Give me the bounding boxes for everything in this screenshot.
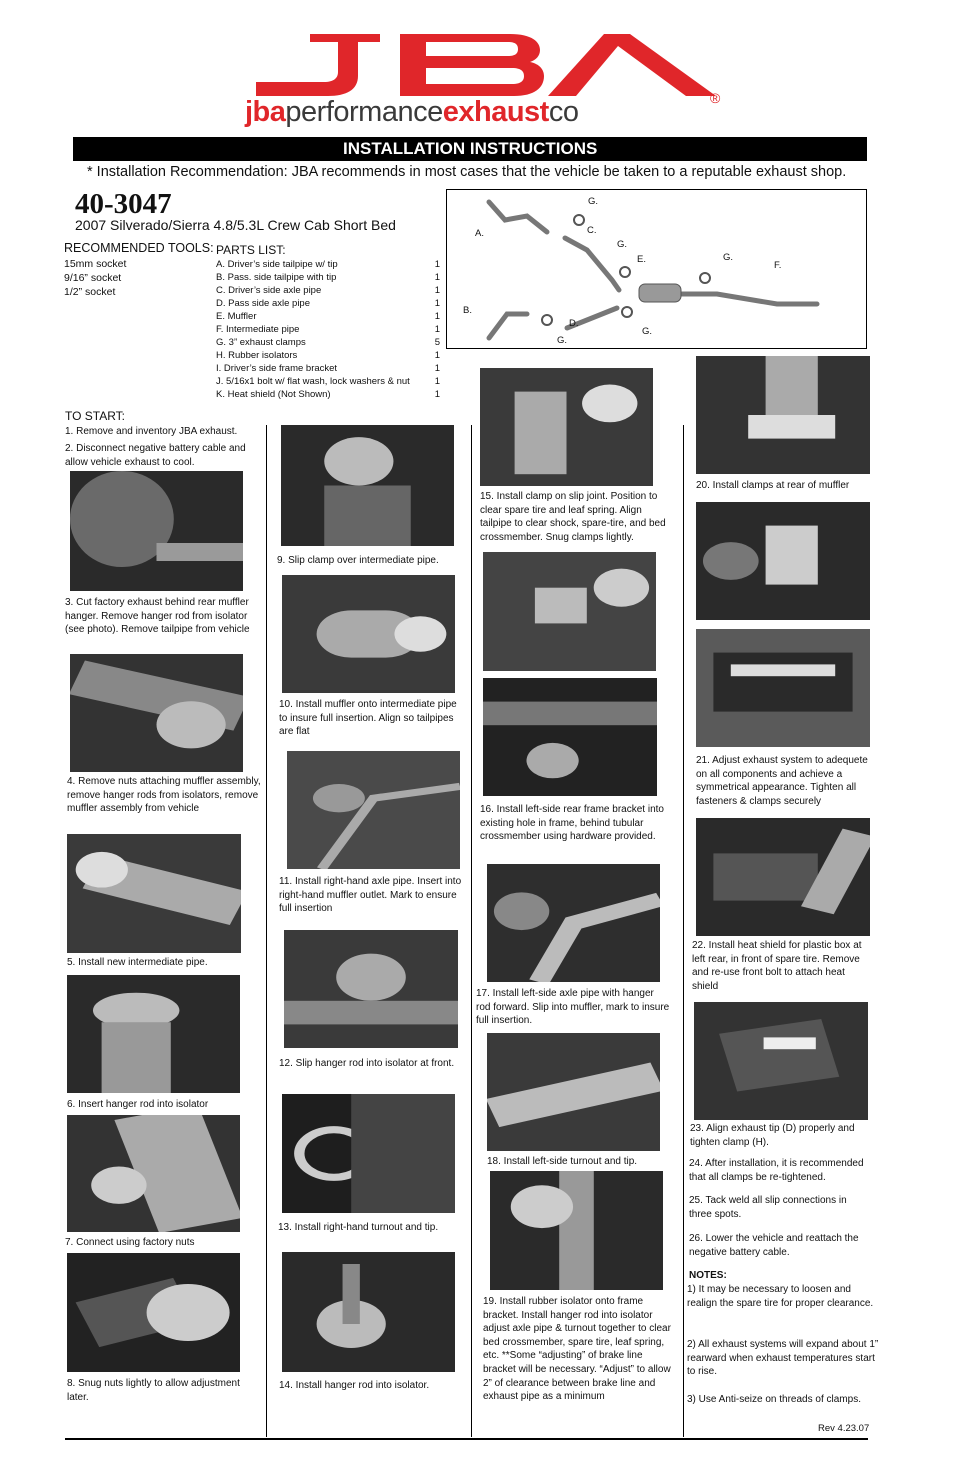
diagram-label: G. xyxy=(588,196,599,207)
step-3-photo xyxy=(70,654,243,772)
exhaust-parts-drawing xyxy=(447,190,866,348)
brand-tagline: jbaperformanceexhaustco xyxy=(245,96,579,128)
step-18-photo xyxy=(487,1033,660,1151)
step-17-photo xyxy=(487,864,660,982)
step-13-text: 13. Install right-hand turnout and tip. xyxy=(278,1222,439,1233)
parts-list xyxy=(216,258,440,401)
footer-rule xyxy=(65,1438,868,1440)
part-row: G. 3” exhaust clamps 5 xyxy=(216,337,440,348)
step-20b-photo xyxy=(696,502,870,620)
step-3-text: 3. Cut factory exhaust behind rear muffler hanger. Remove hanger rod from isolator (see photo). Remove tailpipe from vehicle xyxy=(65,597,250,636)
step-23-photo xyxy=(694,1002,868,1120)
step-1-text: 1. Remove and inventory JBA exhaust. xyxy=(65,426,238,437)
step-4-text: 4. Remove nuts attaching muffler assembly, remove hanger rods from isolators, remove muffler assembly from vehicle xyxy=(67,776,261,815)
step-18-text: 18. Install left-side turnout and tip. xyxy=(487,1156,638,1167)
part-row: B. Pass. side tailpipe with tip 1 xyxy=(216,272,440,283)
part-row: J. 5/16x1 bolt w/ flat wash, lock washers & nut 1 xyxy=(216,376,440,387)
step-6-text: 6. Insert hanger rod into isolator xyxy=(67,1099,209,1110)
step-25-text: 25. Tack weld all slip connections in three spots. xyxy=(689,1195,847,1220)
note-3: 3) Use Anti-seize on threads of clamps. xyxy=(687,1394,861,1405)
step-14-text: 14. Install hanger rod into isolator. xyxy=(279,1380,430,1391)
step-12-text: 12. Slip hanger rod into isolator at front. xyxy=(279,1058,455,1069)
step-7-photo xyxy=(67,1253,240,1372)
step-19-text: 19. Install rubber isolator onto frame bracket. Install hanger rod into isolator adjust axle pipe & turnout together to clear bed crossmember, spare tire, leaf spring, etc. **Some “adjusting” of brake line bracket will be necessary. “Adjust” to allow 2” of clearance between brake line and exhaust pipe as a minimum xyxy=(483,1296,671,1403)
tools-title: RECOMMENDED TOOLS: xyxy=(64,241,214,255)
step-5-photo xyxy=(67,975,240,1093)
diagram-label: G. xyxy=(723,252,734,263)
part-row: A. Driver’s side tailpipe w/ tip 1 xyxy=(216,259,440,270)
note-1: 1) It may be necessary to loosen and realign the spare tire for proper clearance. xyxy=(687,1284,874,1309)
step-14-photo xyxy=(282,1252,455,1372)
part-row: E. Muffler 1 xyxy=(216,311,440,322)
part-row: I. Driver’s side frame bracket 1 xyxy=(216,363,440,374)
column-divider xyxy=(471,425,472,1437)
diagram-label: D. xyxy=(569,318,579,329)
step-6-photo xyxy=(67,1115,240,1232)
diagram-label: G. xyxy=(642,326,653,337)
revision-label: Rev 4.23.07 xyxy=(818,1423,870,1434)
column-divider xyxy=(683,425,684,1437)
step-26-text: 26. Lower the vehicle and reattach the negative battery cable. xyxy=(689,1233,859,1258)
step-22-text: 22. Install heat shield for plastic box at left rear, in front of spare tire. Remove and re-use front bolt to attach heat shield xyxy=(692,940,862,992)
step-2-photo xyxy=(70,471,243,591)
part-row: H. Rubber isolators 1 xyxy=(216,350,440,361)
diagram-label: G. xyxy=(557,335,568,346)
part-row: K. Heat shield (Not Shown) 1 xyxy=(216,389,440,400)
tools-list xyxy=(64,257,126,299)
step-7-text: 7. Connect using factory nuts xyxy=(65,1237,195,1248)
part-row: D. Pass side axle pipe 1 xyxy=(216,298,440,309)
installation-recommendation: * Installation Recommendation: JBA recommends in most cases that the vehicle be taken to a reputable exhaust shop. xyxy=(87,164,847,180)
exhaust-diagram xyxy=(446,189,867,349)
step-24-text: 24. After installation, it is recommended that all clamps be re-tightened. xyxy=(689,1158,864,1183)
parts-title: PARTS LIST: xyxy=(216,243,286,257)
step-2-text: 2. Disconnect negative battery cable and allow vehicle exhaust to cool. xyxy=(65,443,246,468)
step-16b-photo xyxy=(483,678,657,796)
step-8-text: 8. Snug nuts lightly to allow adjustment later. xyxy=(67,1378,240,1403)
step-9-text: 9. Slip clamp over intermediate pipe. xyxy=(277,555,439,566)
step-12-photo xyxy=(284,930,458,1048)
step-16a-photo xyxy=(483,552,656,671)
step-9-photo xyxy=(281,425,454,546)
step-16-text: 16. Install left-side rear frame bracket into existing hole in frame, behind tubular crossmember using hardware provided. xyxy=(480,804,664,843)
step-15-text: 15. Install clamp on slip joint. Position to clear spare tire and leaf spring. Align tailpipe to clear shock, spare-tire, and bed crossmember. Snug clamps lightly. xyxy=(480,491,666,543)
tool-item: 1/2” socket xyxy=(64,286,116,298)
step-22-photo xyxy=(696,818,870,936)
step-13-photo xyxy=(282,1094,455,1213)
step-17-text: 17. Install left-side axle pipe with hanger rod forward. Slip into muffler, mark to insure full insertion. xyxy=(476,988,670,1027)
step-23-text: 23. Align exhaust tip (D) properly and tighten clamp (H). xyxy=(690,1123,855,1148)
step-10-photo xyxy=(282,575,455,693)
to-start-heading: TO START: xyxy=(65,409,126,423)
step-10-text: 10. Install muffler onto intermediate pipe to insure full insertion. Align so tailpipes are flat xyxy=(279,699,457,738)
tool-item: 15mm socket xyxy=(64,258,127,270)
part-row: F. Intermediate pipe 1 xyxy=(216,324,440,335)
step-5-text: 5. Install new intermediate pipe. xyxy=(67,957,208,968)
banner-title: INSTALLATION INSTRUCTIONS xyxy=(343,139,598,158)
step-11-text: 11. Install right-hand axle pipe. Insert into right-hand muffler outlet. Mark to ensure full insertion xyxy=(279,876,462,915)
step-21-text: 21. Adjust exhaust system to adequete on all components and achieve a symmetrical appearance. Tighten all fasteners & clamps securely xyxy=(696,755,868,807)
note-2: 2) All exhaust systems will expand about 1” rearward when exhaust temperatures start to rise. xyxy=(687,1339,879,1378)
vehicle-description: 2007 Silverado/Sierra 4.8/5.3L Crew Cab Short Bed xyxy=(75,217,396,233)
notes-heading: NOTES: xyxy=(689,1270,727,1281)
diagram-label: F. xyxy=(774,260,782,271)
tool-item: 9/16” socket xyxy=(64,272,122,284)
step-21-photo xyxy=(696,629,870,747)
diagram-label: C. xyxy=(587,225,597,236)
diagram-label: E. xyxy=(637,254,646,265)
step-11-photo xyxy=(287,751,460,869)
step-20-photo xyxy=(696,356,870,474)
registered-mark: ® xyxy=(710,90,721,106)
diagram-label: A. xyxy=(475,228,484,239)
part-number: 40-3047 xyxy=(75,188,172,220)
diagram-label: B. xyxy=(463,305,472,316)
step-20-text: 20. Install clamps at rear of muffler xyxy=(696,480,850,491)
column-divider xyxy=(266,425,267,1437)
instructions-banner xyxy=(73,137,867,161)
step-15-photo xyxy=(480,368,653,486)
step-19-photo xyxy=(490,1171,663,1290)
step-4-photo xyxy=(67,834,241,953)
diagram-label: G. xyxy=(617,239,628,250)
part-row: C. Driver’s side axle pipe 1 xyxy=(216,285,440,296)
jba-logo xyxy=(230,28,720,98)
